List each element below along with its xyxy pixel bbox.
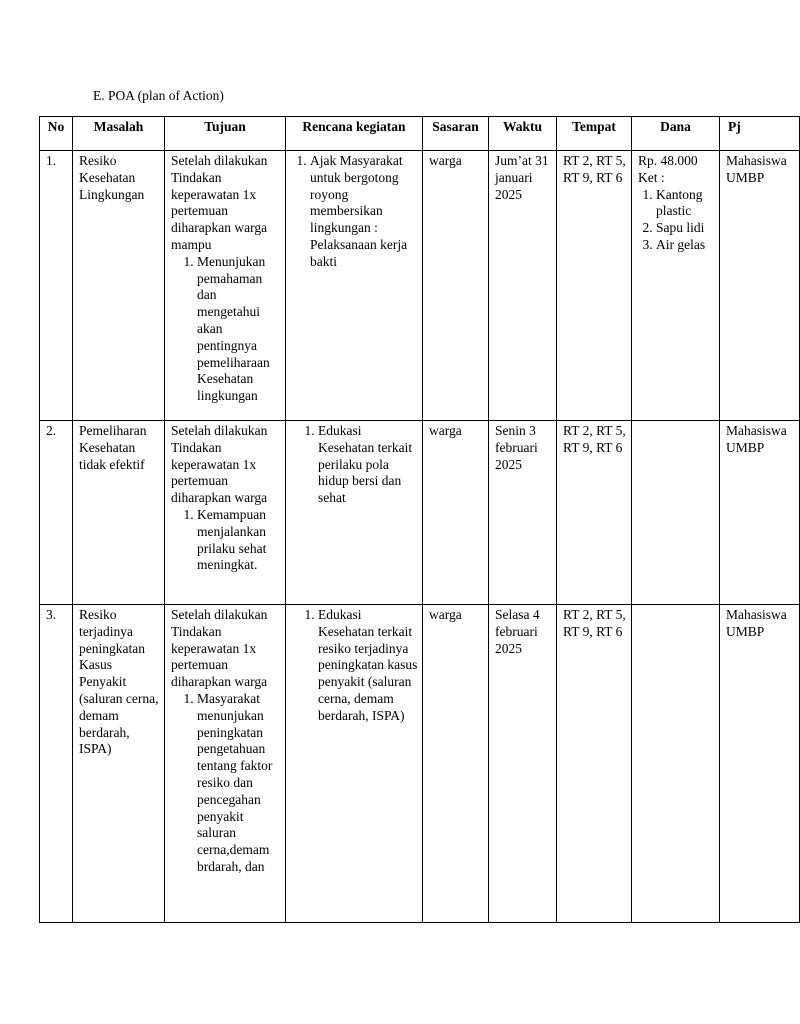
tujuan-list <box>171 691 281 876</box>
cell-pj: Mahasiswa UMBP <box>720 151 800 421</box>
tujuan-intro: Setelah dilakukan Tindakan keperawatan 1x pertemuan diharapkan warga mampu <box>171 153 268 252</box>
cell-masalah: Resiko Kesehatan Lingkungan <box>73 151 165 421</box>
col-header-pj: Pj <box>720 117 800 151</box>
tujuan-list <box>171 507 281 574</box>
cell-rencana <box>286 605 423 923</box>
cell-tempat: RT 2, RT 5, RT 9, RT 6 <box>557 605 632 923</box>
col-header-rencana: Rencana kegiatan <box>286 117 423 151</box>
table-row <box>40 151 800 421</box>
dana-list <box>638 187 715 254</box>
table-row <box>40 421 800 605</box>
cell-pj: Mahasiswa UMBP <box>720 421 800 605</box>
section-heading: E. POA (plan of Action) <box>93 88 224 103</box>
rencana-list <box>292 423 418 507</box>
cell-no: 1. <box>40 151 73 421</box>
col-header-tujuan: Tujuan <box>165 117 286 151</box>
cell-masalah: Pemeliharan Kesehatan tidak efektif <box>73 421 165 605</box>
cell-tempat: RT 2, RT 5, RT 9, RT 6 <box>557 421 632 605</box>
cell-tempat: RT 2, RT 5, RT 9, RT 6 <box>557 151 632 421</box>
rencana-item: 1. Edukasi Kesehatan terkait resiko terjadinya peningkatan kasus penyakit (saluran cerna, demam berdarah, ISPA) <box>318 607 418 725</box>
cell-rencana <box>286 421 423 605</box>
tujuan-item: 1. Menunjukan pemahaman dan mengetahui akan pentingnya pemeliharaan Kesehatan lingkungan <box>197 254 281 405</box>
poa-table <box>39 116 800 923</box>
cell-dana <box>632 151 720 421</box>
rencana-item: 1. Ajak Masyarakat untuk bergotong royong membersikan lingkungan : Pelaksanaan kerja bakti <box>310 153 418 271</box>
tujuan-list <box>171 254 281 405</box>
rencana-list <box>292 607 418 725</box>
cell-dana <box>632 605 720 923</box>
table-row <box>40 605 800 923</box>
cell-dana <box>632 421 720 605</box>
tujuan-item: 1. Masyarakat menunjukan peningkatan pengetahuan tentang faktor resiko dan pencegahan penyakit saluran cerna,demam brdarah, dan <box>197 691 281 876</box>
cell-no: 2. <box>40 421 73 605</box>
tujuan-intro: Setelah dilakukan Tindakan keperawatan 1x pertemuan diharapkan warga <box>171 423 268 506</box>
dana-item: 2. Sapu lidi <box>656 220 715 237</box>
cell-tujuan <box>165 421 286 605</box>
col-header-tempat: Tempat <box>557 117 632 151</box>
cell-tujuan <box>165 151 286 421</box>
col-header-masalah: Masalah <box>73 117 165 151</box>
col-header-dana: Dana <box>632 117 720 151</box>
cell-masalah: Resiko terjadinya peningkatan Kasus Penyakit (saluran cerna, demam berdarah, ISPA) <box>73 605 165 923</box>
cell-waktu: Jum’at 31 januari 2025 <box>489 151 557 421</box>
cell-waktu: Senin 3 februari 2025 <box>489 421 557 605</box>
cell-pj: Mahasiswa UMBP <box>720 605 800 923</box>
col-header-sasaran: Sasaran <box>423 117 489 151</box>
cell-rencana <box>286 151 423 421</box>
tujuan-item: 1. Kemampuan menjalankan prilaku sehat meningkat. <box>197 507 281 574</box>
dana-amount: Rp. 48.000 <box>638 153 698 168</box>
tujuan-intro: Setelah dilakukan Tindakan keperawatan 1x pertemuan diharapkan warga <box>171 607 268 690</box>
cell-sasaran: warga <box>423 151 489 421</box>
rencana-item: 1. Edukasi Kesehatan terkait perilaku pola hidup bersi dan sehat <box>318 423 418 507</box>
col-header-no: No <box>40 117 73 151</box>
dana-item: 1. Kantong plastic <box>656 187 715 221</box>
dana-item: 3. Air gelas <box>656 237 715 254</box>
cell-waktu: Selasa 4 februari 2025 <box>489 605 557 923</box>
rencana-list <box>292 153 418 271</box>
cell-sasaran: warga <box>423 421 489 605</box>
dana-note: Ket : <box>638 169 665 185</box>
table-header-row <box>40 117 800 151</box>
cell-tujuan <box>165 605 286 923</box>
col-header-waktu: Waktu <box>489 117 557 151</box>
cell-no: 3. <box>40 605 73 923</box>
cell-sasaran: warga <box>423 605 489 923</box>
